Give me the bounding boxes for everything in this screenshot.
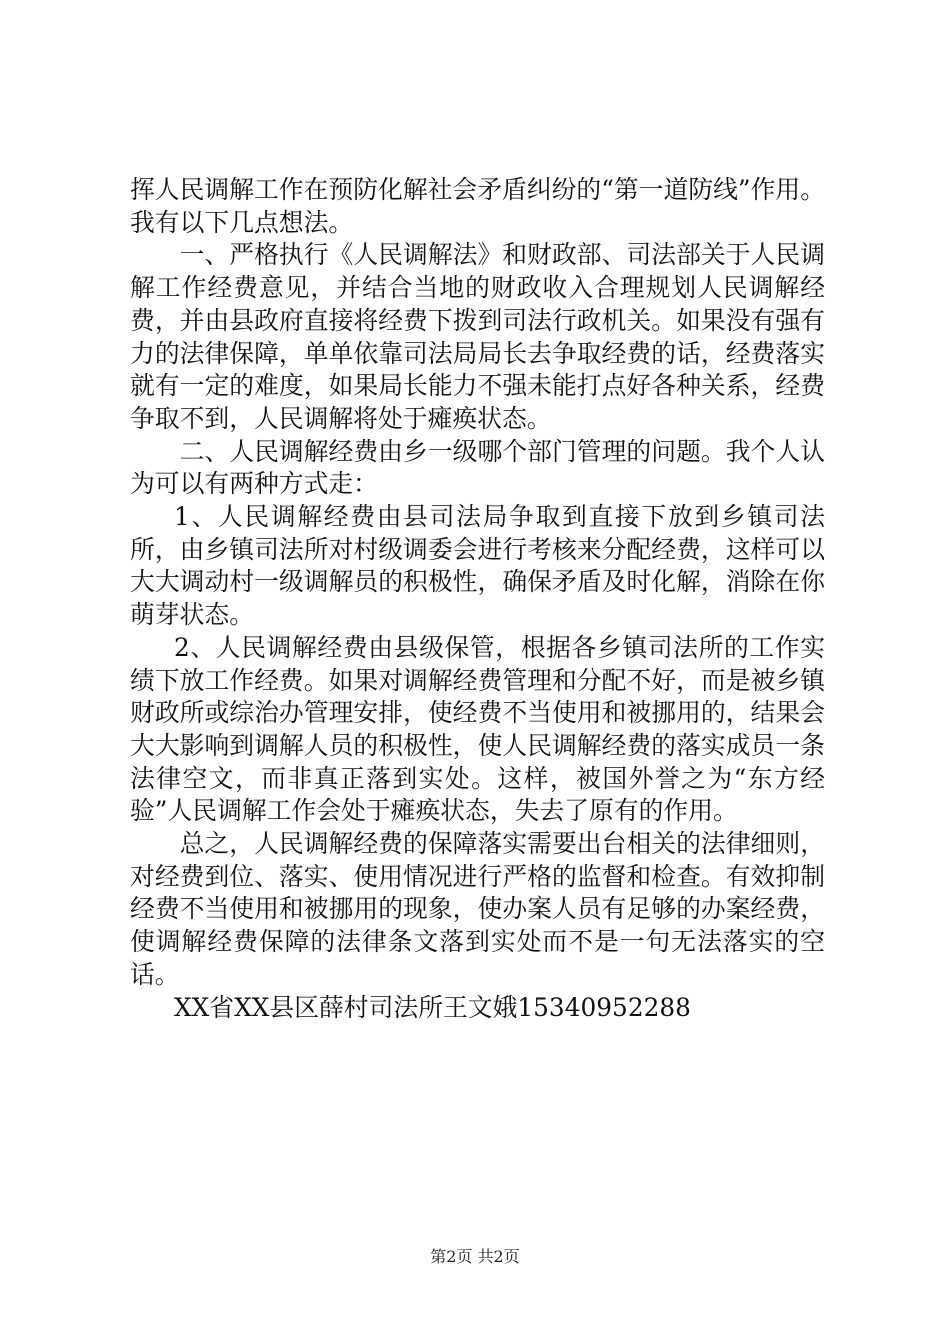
paragraph-conclusion: 总之，人民调解经费的保障落实需要出台相关的法律细则，对经费到位、落实、使用情况进行严格的监督和检查。有效抑制经费不当使用和被挪用的现象，使办案人员有足够的办案经费，使调解经费保障的法律条文落到实处而不是一句无法落实的空话。 (130, 829, 825, 989)
page-number-footer: 第2页 共2页 (430, 1247, 520, 1266)
document-body (130, 174, 825, 1024)
paragraph-option-one: 1、人民调解经费由县司法局争取到直接下放到乡镇司法所，由乡镇司法所对村级调委会进行考核来分配经费，这样可以大大调动村一级调解员的积极性，确保矛盾及时化解，消除在你萌芽状态。 (130, 502, 825, 630)
paragraph-point-one: 一、严格执行《人民调解法》和财政部、司法部关于人民调解工作经费意见，并结合当地的财政收入合理规划人民调解经费，并由县政府直接将经费下拨到司法行政机关。如果没有强有力的法律保障，单单依靠司法局局长去争取经费的话，经费落实就有一定的难度，如果局长能力不强未能打点好各种关系，经费争取不到，人民调解将处于瘫痪状态。 (130, 240, 825, 433)
signature-line: XX省XX县区薛村司法所王文娥15340952288 (174, 992, 691, 1022)
paragraph-intro-continuation: 挥人民调解工作在预防化解社会矛盾纠纷的“第一道防线”作用。我有以下几点想法。 (130, 175, 825, 237)
paragraph-point-two: 二、人民调解经费由乡一级哪个部门管理的问题。我个人认为可以有两种方式走： (130, 436, 825, 499)
paragraph-option-two: 2、人民调解经费由县级保管，根据各乡镇司法所的工作实绩下放工作经费。如果对调解经费管理和分配不好，而是被乡镇财政所或综治办管理安排，使经费不当使用和被挪用的，结果会大大影响到调解人员的积极性，使人民调解经费的落实成员一条法律空文，而非真正落到实处。这样，被国外誉之为“东方经验”人民调解工作会处于瘫痪状态，失去了原有的作用。 (130, 632, 825, 826)
